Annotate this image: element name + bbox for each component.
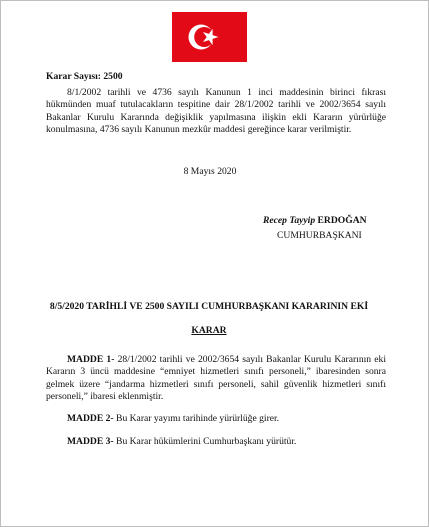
article-label: MADDE 3- bbox=[67, 436, 114, 447]
turkish-flag-icon bbox=[172, 12, 247, 62]
article-3 bbox=[46, 436, 386, 448]
article-label: MADDE 1- bbox=[67, 354, 115, 365]
signatory-title: CUMHURBAŞKANI bbox=[277, 230, 362, 241]
article-text: Bu Karar hükümlerini Cumhurbaşkanı yürütür. bbox=[113, 436, 297, 447]
decision-number: Karar Sayısı: 2500 bbox=[46, 71, 123, 82]
decision-date: 8 Mayıs 2020 bbox=[183, 166, 237, 177]
signatory-last-name: ERDOĞAN bbox=[317, 215, 367, 226]
article-1 bbox=[46, 354, 386, 403]
annex-heading: 8/5/2020 TARİHLİ VE 2500 SAYILI CUMHURBAŞKANI KARARININ EKİ bbox=[49, 301, 369, 312]
article-label: MADDE 2- bbox=[67, 413, 114, 424]
karar-title: KARAR bbox=[191, 325, 227, 336]
article-text: Bu Karar yayımı tarihinde yürürlüğe girer. bbox=[113, 413, 280, 424]
signatory-name bbox=[263, 215, 367, 227]
signatory-first-name: Recep Tayyip bbox=[263, 215, 316, 226]
article-text: 28/1/2002 tarihli ve 2002/3654 sayılı Bakanlar Kurulu Kararının eki Kararın 3 üncü maddesine “emniyet hizmetleri sınıfı personeli,” ibaresinden sonra gelmek üzere “jandarma hizmetleri sınıfı personeli, sahil güvenlik hizmetleri sınıfı personeli,” ibaresi eklenmiştir. bbox=[46, 354, 386, 402]
article-2 bbox=[46, 413, 386, 425]
decision-body: 8/1/2002 tarihli ve 4736 sayılı Kanunun 1 inci maddesinin birinci fıkrası hükmünden muaf tutulacakların tespitine dair 28/1/2002 tarihli ve 2002/3654 sayılı Bakanlar Kurulu Kararında değişiklik yapılmasına ilişkin ekli Kararın yürürlüğe konulmasına, 4736 sayılı Kanunun mezkûr maddesi gereğince karar verilmiştir. bbox=[46, 87, 386, 135]
